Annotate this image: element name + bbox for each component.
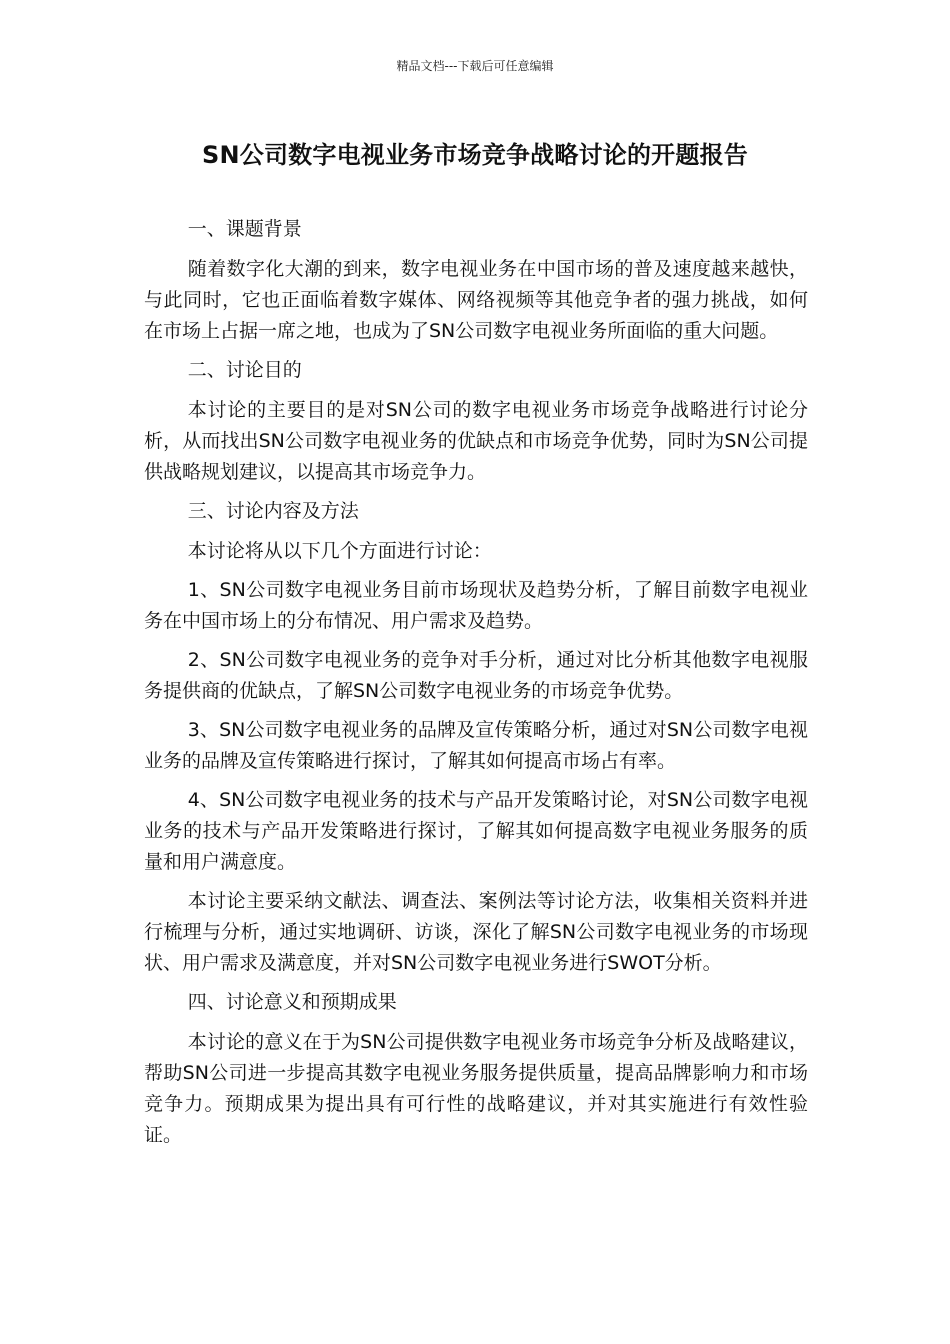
document-body [144,214,808,1159]
body-paragraph: 本讨论的主要目的是对SN公司的数字电视业务市场竞争战略进行讨论分析，从而找出SN公司数字电视业务的优缺点和市场竞争优势，同时为SN公司提供战略规划建议，以提高其市场竞争力。 [144,399,808,483]
document-title: SN公司数字电视业务市场竞争战略讨论的开题报告 [202,141,748,169]
list-item: 3、SN公司数字电视业务的品牌及宣传策略分析，通过对SN公司数字电视业务的品牌及宣传策略进行探讨，了解其如何提高市场占有率。 [144,719,808,772]
list-item: 4、SN公司数字电视业务的技术与产品开发策略讨论，对SN公司数字电视业务的技术与产品开发策略进行探讨，了解其如何提高数字电视业务服务的质量和用户满意度。 [144,789,808,873]
header-note: 精品文档---下载后可任意编辑 [396,59,554,73]
list-item: 2、SN公司数字电视业务的竞争对手分析，通过对比分析其他数字电视服务提供商的优缺点，了解SN公司数字电视业务的市场竞争优势。 [144,649,808,702]
section-heading: 一、课题背景 [187,218,302,240]
body-paragraph: 本讨论将从以下几个方面进行讨论： [187,540,492,562]
body-paragraph: 本讨论主要采纳文献法、调查法、案例法等讨论方法，收集相关资料并进行梳理与分析，通过实地调研、访谈，深化了解SN公司数字电视业务的市场现状、用户需求及满意度，并对SN公司数字电视业务进行SWOT分析。 [144,890,808,974]
section-heading: 二、讨论目的 [187,359,302,381]
section-heading: 四、讨论意义和预期成果 [187,991,397,1013]
section-heading: 三、讨论内容及方法 [187,500,359,522]
body-paragraph: 本讨论的意义在于为SN公司提供数字电视业务市场竞争分析及战略建议，帮助SN公司进一步提高其数字电视业务服务提供质量，提高品牌影响力和市场竞争力。预期成果为提出具有可行性的战略建议，并对其实施进行有效性验证。 [144,1031,808,1146]
body-paragraph: 随着数字化大潮的到来，数字电视业务在中国市场的普及速度越来越快，与此同时，它也正面临着数字媒体、网络视频等其他竞争者的强力挑战，如何在市场上占据一席之地，也成为了SN公司数字电视业务所面临的重大问题。 [144,258,808,342]
list-item: 1、SN公司数字电视业务目前市场现状及趋势分析，了解目前数字电视业务在中国市场上的分布情况、用户需求及趋势。 [144,579,808,632]
